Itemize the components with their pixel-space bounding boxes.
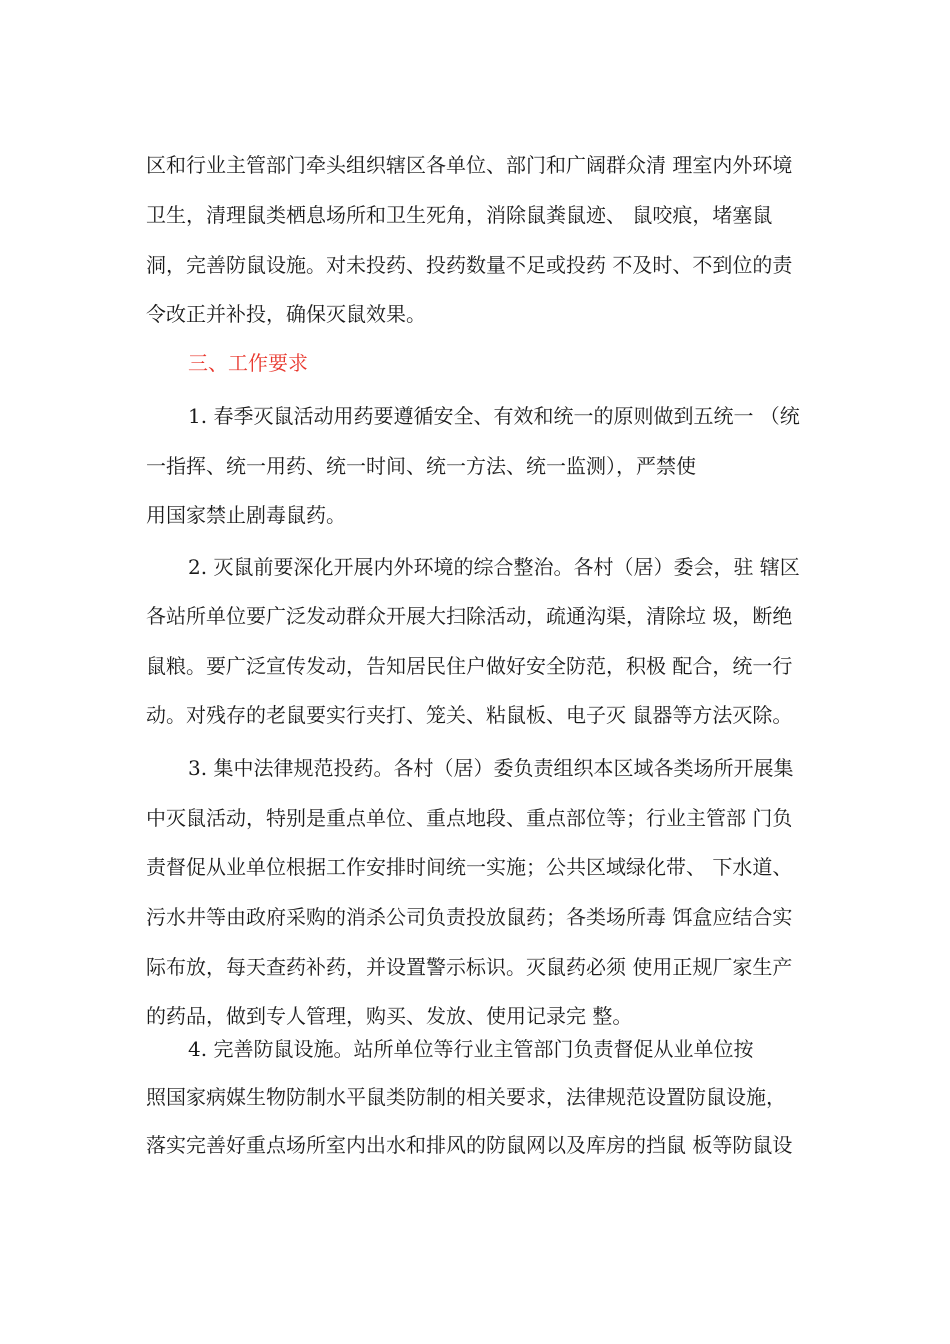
text-line: 区和行业主管部门牵头组织辖区各单位、部门和广阔群众清 理室内外环境 [146,153,793,177]
text-line: 中灭鼠活动，特别是重点单位、重点地段、重点部位等；行业主管部 门负 [146,806,793,830]
text-line: 3. 集中法律规范投药。各村（居）委负责组织本区域各类场所开展集 [188,756,794,780]
text-line: 落实完善好重点场所室内出水和排风的防鼠网以及库房的挡鼠 板等防鼠设 [146,1133,793,1157]
text-line: 各站所单位要广泛发动群众开展大扫除活动，疏通沟渠，清除垃 圾，断绝 [146,604,793,628]
text-line: 一指挥、统一用药、统一时间、统一方法、统一监测），严禁使 [146,454,696,478]
text-line: 4. 完善防鼠设施。站所单位等行业主管部门负责督促从业单位按 [188,1037,754,1061]
text-line: 动。对残存的老鼠要实行夹打、笼关、粘鼠板、电子灭 鼠器等方法灭除。 [146,703,793,727]
text-line: 污水井等由政府采购的消杀公司负责投放鼠药；各类场所毒 饵盒应结合实 [146,905,793,929]
text-line: 照国家病媒生物防制水平鼠类防制的相关要求，法律规范设置防鼠设施， [146,1085,786,1109]
text-line: 的药品，做到专人管理，购买、发放、使用记录完 整。 [146,1004,633,1028]
text-line: 责督促从业单位根据工作安排时间统一实施；公共区域绿化带、 下水道、 [146,855,793,879]
text-line: 1. 春季灭鼠活动用药要遵循安全、有效和统一的原则做到五统一 （统 [188,404,800,428]
text-line: 用国家禁止剧毒鼠药。 [146,503,346,527]
section-heading: 三、工作要求 [188,351,308,375]
text-line: 卫生，清理鼠类栖息场所和卫生死角，消除鼠粪鼠迹、 鼠咬痕，堵塞鼠 [146,203,773,227]
text-line: 洞，完善防鼠设施。对未投药、投药数量不足或投药 不及时、不到位的责 [146,253,793,277]
text-line: 鼠粮。要广泛宣传发动，告知居民住户做好安全防范，积极 配合，统一行 [146,654,793,678]
text-line: 令改正并补投，确保灭鼠效果。 [146,302,426,326]
text-line: 际布放，每天查药补药，并设置警示标识。灭鼠药必须 使用正规厂家生产 [146,955,793,979]
text-line: 2. 灭鼠前要深化开展内外环境的综合整治。各村（居）委会，驻 辖区 [188,555,800,579]
